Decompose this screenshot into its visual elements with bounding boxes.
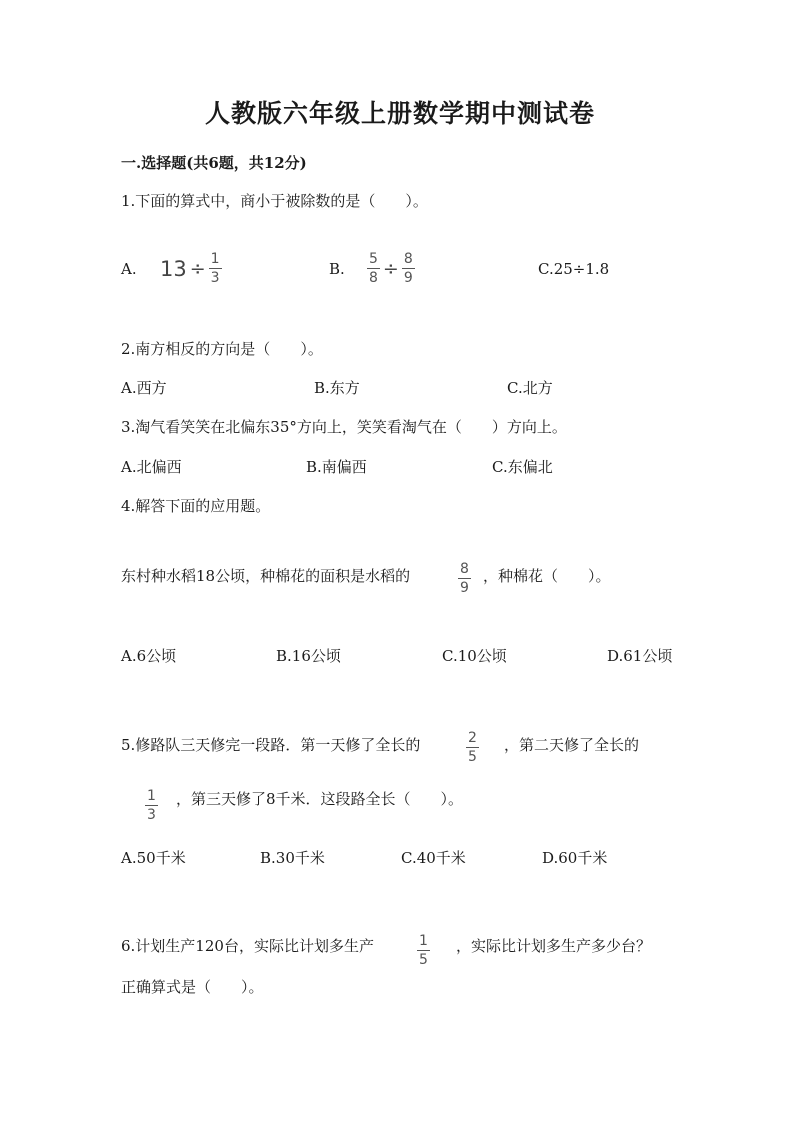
q5-option-a: A.50千米	[121, 849, 186, 867]
q4-option-d: D.61公顷	[607, 647, 673, 665]
q5-fraction-2	[145, 785, 158, 822]
question-2-stem: 2.南方相反的方向是（ ）。	[121, 340, 323, 358]
q3-option-c: C.东偏北	[492, 458, 553, 476]
q1-option-a-expression	[160, 252, 222, 285]
q1-b-numerator-2: 8	[403, 251, 413, 267]
q5-fraction-1	[466, 727, 479, 764]
question-1-stem: 1.下面的算式中，商小于被除数的是（ ）。	[121, 192, 428, 210]
q2-option-b: B.东方	[314, 379, 360, 397]
question-5-stem-middle: ，第二天修了全长的	[504, 736, 640, 754]
q4-option-a: A.6公顷	[121, 647, 177, 665]
question-3-stem: 3.淘气看笑笑在北偏东35°方向上，笑笑看淘气在（ ）方向上。	[121, 418, 567, 436]
q1-a-fraction	[209, 252, 222, 285]
q4-denominator: 9	[460, 580, 469, 596]
q1-b-divide-sign: ÷	[382, 257, 399, 280]
q1-a-divide-sign: ÷	[189, 257, 206, 280]
q5-denominator-2: 3	[147, 807, 156, 823]
q4-numerator: 8	[460, 561, 469, 577]
q1-a-numerator: 1	[210, 251, 220, 267]
q5-numerator-1: 2	[468, 730, 477, 746]
question-6-stem-middle: ，实际比计划多生产多少台？	[456, 937, 652, 955]
question-5-stem-start: 5.修路队三天修完一段路．第一天修了全长的	[121, 736, 421, 754]
q6-numerator: 1	[419, 933, 428, 949]
q1-b-denominator-2: 9	[403, 270, 413, 286]
q4-option-b: B.16公顷	[276, 647, 341, 665]
q3-option-b: B.南偏西	[306, 458, 367, 476]
q1-option-b-expression	[367, 252, 415, 285]
question-5-stem-end: ，第三天修了8千米．这段路全长（ ）。	[176, 790, 464, 808]
q5-numerator-2: 1	[147, 788, 156, 804]
q1-b-denominator-1: 8	[369, 270, 378, 286]
q3-option-a: A.北偏西	[121, 458, 182, 476]
q4-problem-text-start: 东村种水稻18公顷，种棉花的面积是水稻的	[121, 567, 411, 585]
q1-option-a-label: A.	[121, 260, 137, 278]
section-heading: 一.选择题(共6题，共12分)	[121, 154, 307, 172]
q4-option-c: C.10公顷	[442, 647, 507, 665]
q5-option-d: D.60千米	[542, 849, 608, 867]
q4-fraction	[458, 558, 471, 595]
question-6-stem-start: 6.计划生产120台，实际比计划多生产	[121, 937, 374, 955]
q5-option-c: C.40千米	[401, 849, 466, 867]
q6-fraction	[417, 930, 430, 967]
q1-option-b-label: B.	[329, 260, 345, 278]
q6-denominator: 5	[419, 952, 428, 968]
q1-b-fraction-1	[367, 252, 380, 285]
q5-option-b: B.30千米	[260, 849, 325, 867]
q1-a-whole: 13	[160, 256, 187, 281]
q2-option-c: C.北方	[507, 379, 553, 397]
page-title: 人教版六年级上册数学期中测试卷	[204, 99, 595, 128]
q5-denominator-1: 5	[468, 749, 477, 765]
q4-problem-text-end: ，种棉花（ ）。	[483, 567, 611, 585]
q1-a-denominator: 3	[210, 270, 220, 286]
q2-option-a: A.西方	[121, 379, 167, 397]
question-4-stem: 4.解答下面的应用题。	[121, 497, 271, 515]
q1-option-c: C.25÷1.8	[538, 260, 610, 278]
question-6-stem-end: 正确算式是（ ）。	[121, 978, 264, 996]
q1-b-numerator-1: 5	[369, 251, 378, 267]
q1-b-fraction-2	[402, 252, 415, 285]
